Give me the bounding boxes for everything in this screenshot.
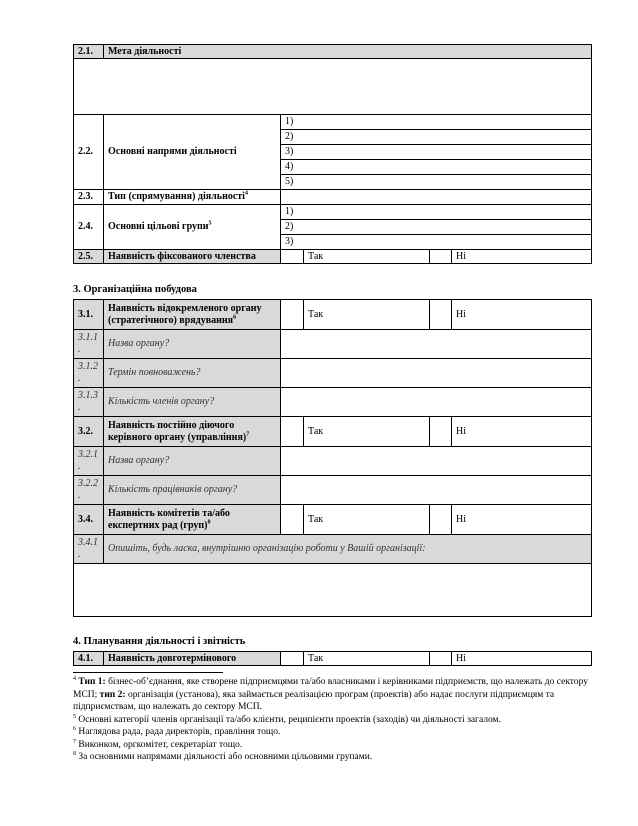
row-3-4-label: Наявність комітетів та/або експертних рад (груп): [108, 507, 230, 531]
governance-yes-label: Так: [304, 300, 430, 330]
row-2-3-label: Тип (спрямування) діяльності: [108, 191, 245, 202]
footnote-ref-8: 8: [207, 519, 211, 526]
row-3-1-2-label: Термін повноважень?: [104, 359, 281, 388]
planning-no-checkbox[interactable]: [430, 652, 452, 666]
row-2-1-label: Мета діяльності: [104, 45, 592, 59]
row-3-1-1-label: Назва органу?: [104, 330, 281, 359]
membership-no-checkbox[interactable]: [430, 250, 452, 264]
row-3-1-label-cell: [104, 300, 281, 330]
footnote-divider: [73, 672, 223, 673]
footnote-ref-4: 4: [244, 190, 248, 197]
footnote-ref-7: 7: [246, 431, 250, 438]
row-3-4-number: 3.4.: [74, 505, 104, 535]
footnote-ref-5: 5: [208, 220, 212, 227]
committees-yes-checkbox[interactable]: [281, 505, 304, 535]
footnote-ref-6: 6: [233, 314, 237, 321]
membership-yes-label: Так: [304, 250, 430, 264]
row-3-4-label-cell: [104, 505, 281, 535]
section-4-title: 4. Планування діяльності і звітність: [73, 636, 246, 647]
direction-item-3[interactable]: 3): [281, 145, 592, 160]
footnotes: [73, 676, 591, 764]
row-4-1-number: 4.1.: [74, 652, 104, 666]
row-2-5-label: Наявність фіксованого членства: [104, 250, 281, 264]
committees-yes-label: Так: [304, 505, 430, 535]
target-group-item-2[interactable]: 2): [281, 220, 592, 235]
row-3-1-2-number: 3.1.2 .: [74, 359, 104, 388]
row-3-4-1-number: 3.4.1 .: [74, 535, 104, 564]
row-3-2-2-label: Кількість працівників органу?: [104, 476, 281, 505]
direction-item-1[interactable]: 1): [281, 115, 592, 130]
section3-table: [73, 299, 592, 617]
management-no-checkbox[interactable]: [430, 417, 452, 447]
governance-no-label: Ні: [452, 300, 592, 330]
row-3-2-label-cell: [104, 417, 281, 447]
row-3-4-1-label: Опишіть, будь ласка, внутрішню організацію роботи у Вашій організації:: [104, 535, 592, 564]
row-3-1-label: Наявність відокремленого органу (стратегічного) врядування: [108, 302, 262, 326]
direction-item-5[interactable]: 5): [281, 175, 592, 190]
governance-name-field[interactable]: [281, 330, 592, 359]
row-2-1-number: 2.1.: [74, 45, 104, 59]
planning-yes-checkbox[interactable]: [281, 652, 304, 666]
management-yes-checkbox[interactable]: [281, 417, 304, 447]
direction-item-4[interactable]: 4): [281, 160, 592, 175]
section4-table: [73, 651, 592, 666]
target-group-item-1[interactable]: 1): [281, 205, 592, 220]
planning-yes-label: Так: [304, 652, 430, 666]
row-2-4-label-cell: [104, 205, 281, 250]
row-2-3-number: 2.3.: [74, 190, 104, 205]
governance-no-checkbox[interactable]: [430, 300, 452, 330]
row-3-1-3-number: 3.1.3 .: [74, 388, 104, 417]
row-4-1-label: Наявність довготермінового: [104, 652, 281, 666]
row-2-2-number: 2.2.: [74, 115, 104, 190]
management-staff-field[interactable]: [281, 476, 592, 505]
footnote-7: $^7$ Виконком, оргкомітет, секретаріат тощо.: [73, 738, 243, 750]
footnote-6: $^6$ Наглядова рада, рада директорів, правління тощо.: [73, 725, 281, 737]
goal-answer-field[interactable]: [74, 59, 592, 115]
row-2-3-label-cell: [104, 190, 281, 205]
footnote-4: $^4$ Тип 1: бізнес-об’єднання, яке створене підприємцями та/або власниками і керівниками підприємств, що належать до сектору МСП; тип 2: організація (установа), яка займається реалізацією програм (проектів) або надає послуги підприємцям та підприємствам, що належать до сектору МСП.: [73, 675, 588, 712]
governance-members-field[interactable]: [281, 388, 592, 417]
direction-item-2[interactable]: 2): [281, 130, 592, 145]
management-yes-label: Так: [304, 417, 430, 447]
internal-organization-answer-field[interactable]: [74, 564, 592, 617]
row-3-1-number: 3.1.: [74, 300, 104, 330]
row-3-2-label: Наявність постійно діючого керівного органу (управління): [108, 419, 247, 443]
row-2-4-label: Основні цільові групи: [108, 221, 209, 232]
row-3-2-number: 3.2.: [74, 417, 104, 447]
row-3-2-1-number: 3.2.1 .: [74, 447, 104, 476]
row-2-2-label: Основні напрями діяльності: [104, 115, 281, 190]
row-2-4-number: 2.4.: [74, 205, 104, 250]
section-3-title: 3. Організаційна побудова: [73, 284, 197, 295]
committees-no-checkbox[interactable]: [430, 505, 452, 535]
target-group-item-3[interactable]: 3): [281, 235, 592, 250]
activity-type-field[interactable]: [281, 190, 592, 205]
membership-no-label: Ні: [452, 250, 592, 264]
governance-term-field[interactable]: [281, 359, 592, 388]
row-2-5-number: 2.5.: [74, 250, 104, 264]
row-3-1-1-number: 3.1.1 .: [74, 330, 104, 359]
footnote-8: $^8$ За основними напрямами діяльності або основними цільовими групами.: [73, 750, 373, 762]
section2-table: [73, 44, 592, 264]
row-3-2-2-number: 3.2.2 .: [74, 476, 104, 505]
committees-no-label: Ні: [452, 505, 592, 535]
row-3-1-3-label: Кількість членів органу?: [104, 388, 281, 417]
governance-yes-checkbox[interactable]: [281, 300, 304, 330]
management-no-label: Ні: [452, 417, 592, 447]
planning-no-label: Ні: [452, 652, 592, 666]
management-name-field[interactable]: [281, 447, 592, 476]
footnote-5: $^5$ Основні категорії членів організації та/або клієнти, реципієнти проектів (заходів) чи діяльності загалом.: [73, 713, 501, 725]
form-page: [73, 44, 591, 764]
row-3-2-1-label: Назва органу?: [104, 447, 281, 476]
membership-yes-checkbox[interactable]: [281, 250, 304, 264]
